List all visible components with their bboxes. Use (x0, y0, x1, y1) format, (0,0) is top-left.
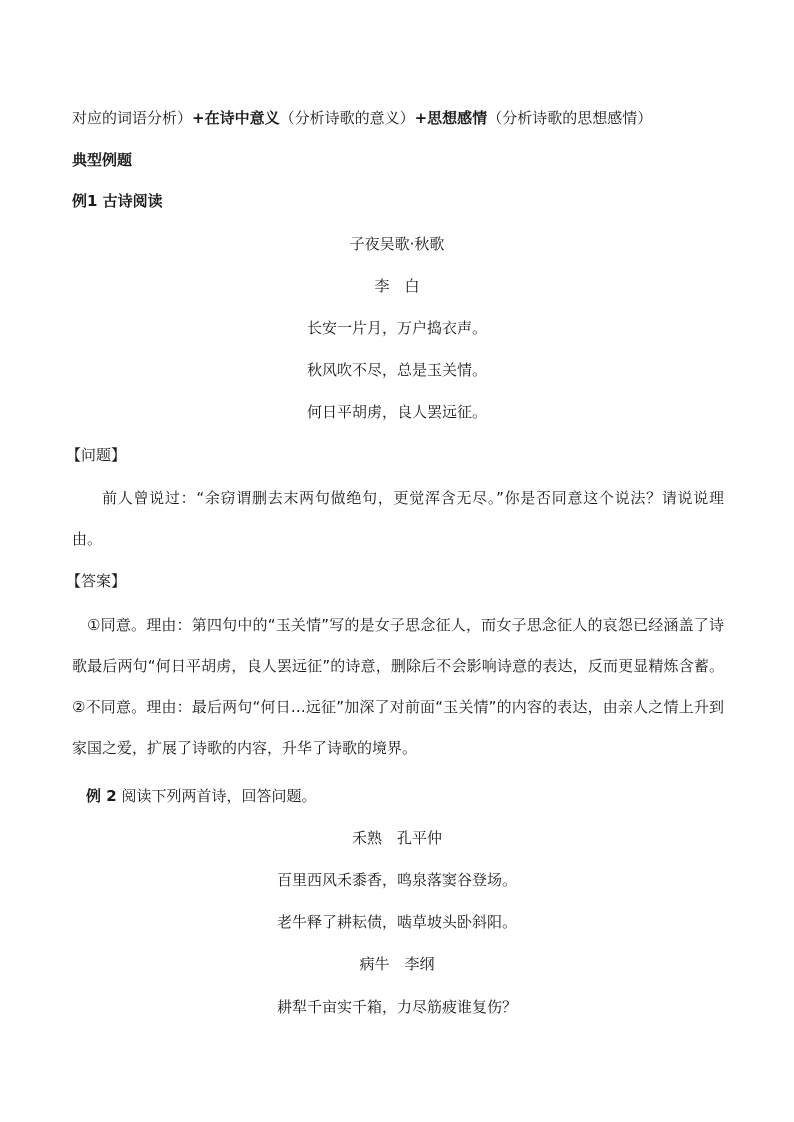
question-label: 【问题】 (66, 446, 127, 464)
answer-text: ①同意。理由：第四句中的“玉关情”写的是女子思念征人，而女子思念征人的哀怨已经涵盖了诗歌最后两句“何日平胡虏，良人罢远征”的诗意，删除后不会影响诗意的表达，反而更显精炼含蓄。②不同意。理由：最后两句“何日…远征”加深了对前面“玉关情”的内容的表达，由亲人之情上升到家国之爱，扩展了诗歌的内容，升华了诗歌的境界。 (72, 616, 724, 757)
example1-title: 例1 古诗阅读 (72, 192, 163, 210)
section-heading: 典型例题 (72, 151, 133, 169)
intro-part-5: （分析诗歌的思想感情） (487, 109, 653, 127)
intro-part-4: +思想感情 (414, 109, 488, 127)
poem2-title: 禾熟 孔平仲 (351, 829, 442, 847)
poem1-line-2: 秋风吹不尽，总是玉关情。 (306, 361, 487, 379)
poem1-author: 李 白 (374, 277, 420, 295)
poem3-line-1: 耕犁千亩实千箱，力尽筋疲谁复伤？ (276, 998, 517, 1016)
intro-part-2: +在诗中意义 (192, 109, 280, 127)
poem2-line-2: 老牛释了耕耘债，啮草坡头卧斜阳。 (276, 913, 517, 931)
example2-label: 例 2 (86, 787, 117, 805)
question-text: 前人曾说过：“余窃谓删去末两句做绝句，更觉浑含无尽。”你是否同意这个说法？请说说理由。 (72, 489, 724, 548)
poem1-line-1: 长安一片月，万户捣衣声。 (306, 319, 487, 337)
intro-line (72, 107, 722, 129)
poem1-line-3: 何日平胡虏，良人罢远征。 (306, 403, 487, 421)
poem2-line-1: 百里西风禾黍香，鸣泉落窦谷登场。 (276, 871, 517, 889)
intro-part-3: （分析诗歌的意义） (279, 109, 415, 127)
poem3-title: 病牛 李纲 (359, 955, 435, 973)
example2-instruction: 阅读下列两首诗，回答问题。 (116, 787, 317, 805)
example2-heading (86, 785, 722, 807)
poem1-title: 子夜吴歌·秋歌 (349, 235, 445, 253)
answer-label: 【答案】 (66, 572, 127, 590)
intro-part-1: 对应的词语分析） (72, 109, 193, 127)
